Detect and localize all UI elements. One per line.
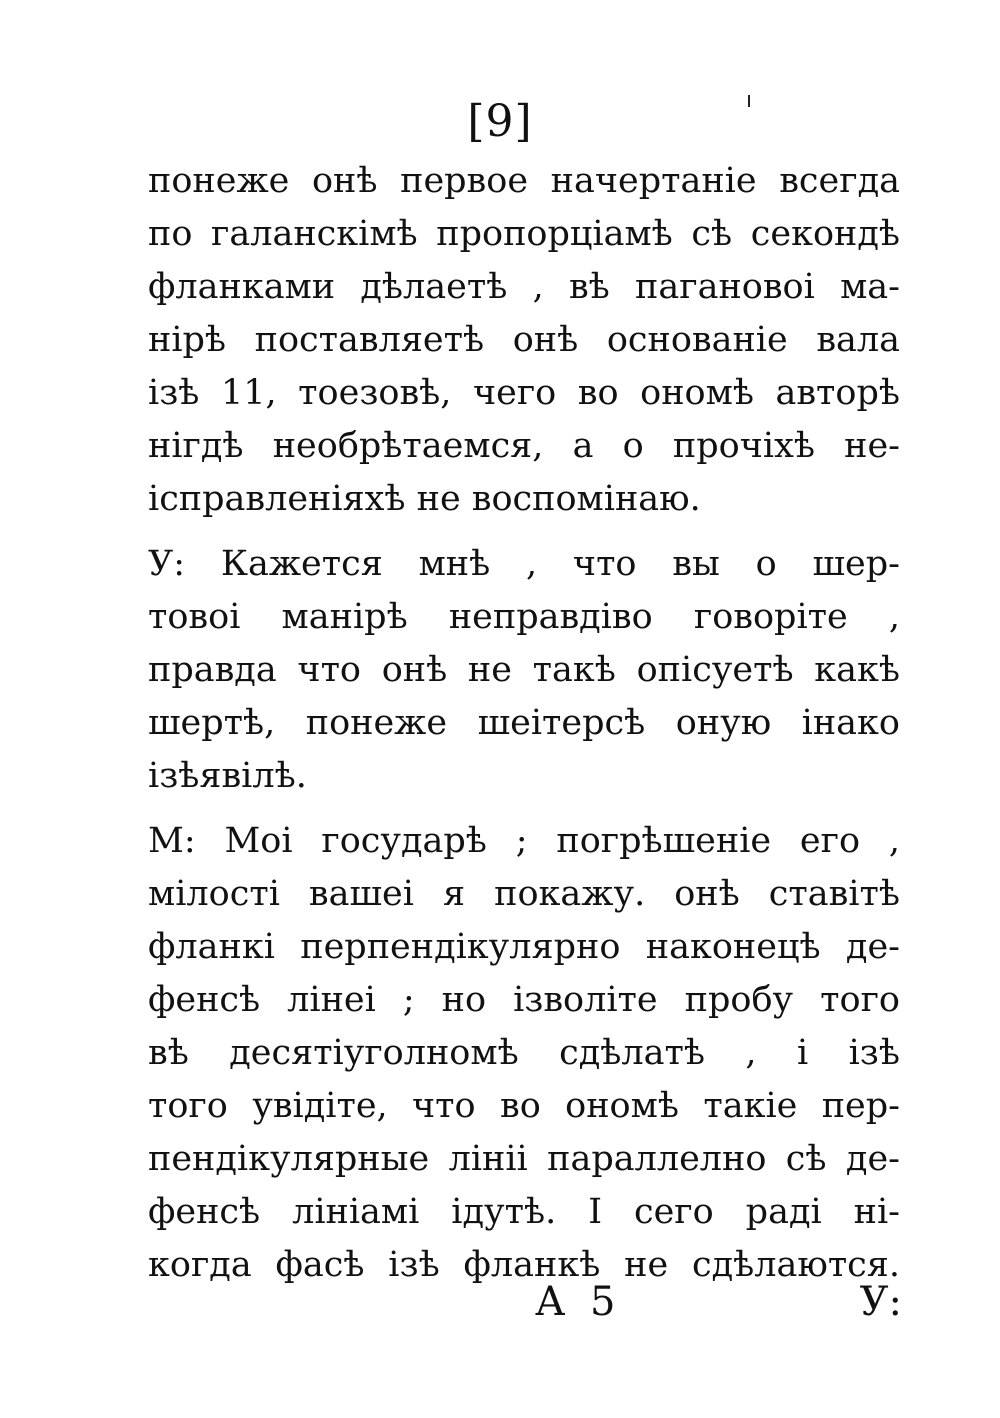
text-line: фенсѣ лініамі ідутѣ. І сего раді ні- [148, 1192, 900, 1232]
text-line: правда что онѣ не такѣ опісуетѣ какѣ [148, 650, 900, 690]
text-line: фланками дѣлаетѣ , вѣ пагановоі ма- [148, 267, 900, 307]
page-number: [9] [467, 96, 533, 147]
text-line: ізѣявілѣ. [148, 756, 307, 796]
text-line: М: Моі государѣ ; погрѣшеніе его , [148, 821, 900, 861]
body-text [148, 155, 900, 1292]
text-line: ісправленіяхѣ не воспомінаю. [148, 479, 701, 519]
text-line: понеже онѣ первое начертаніе всегда [148, 161, 900, 201]
paragraph-gap [148, 803, 900, 815]
text-line: того увідіте, что во ономѣ такіе пер- [148, 1086, 900, 1126]
text-line: ізѣ 11, тоезовѣ, чего во ономѣ авторѣ [148, 373, 900, 413]
text-line: нірѣ поставляетѣ онѣ основаніе вала [148, 320, 900, 360]
text-line: шертѣ, понеже шеітерсѣ оную інако [148, 703, 900, 743]
signature-mark: А 5 [535, 1279, 622, 1325]
stray-ink-mark [748, 95, 750, 107]
text-line: фенсѣ лінеі ; но ізволіте пробу того [148, 980, 900, 1020]
text-line: вѣ десятіуголномѣ сдѣлатѣ , і ізѣ [148, 1033, 900, 1073]
text-line: нігдѣ необрѣтаемся, а о прочіхѣ не- [148, 426, 900, 466]
text-line: У: Кажется мнѣ , что вы о шер- [148, 544, 900, 584]
text-line: фланкі перпендікулярно наконецѣ де- [148, 927, 900, 967]
text-line: когда фасѣ ізѣ фланкѣ не сдѣлаются. [148, 1245, 900, 1285]
page-footer [0, 1272, 1000, 1332]
paragraph-gap [148, 526, 900, 538]
catchword: У: [859, 1279, 902, 1325]
text-line: мілостi вашеі я покажу. онѣ ставітѣ [148, 874, 900, 914]
text-line: по галанскімѣ пропорціамѣ сѣ секондѣ [148, 214, 900, 254]
text-line: пендікулярные лініі параллелно сѣ де- [148, 1139, 900, 1179]
text-line: товоі манірѣ неправдіво говоріте , [148, 597, 900, 637]
